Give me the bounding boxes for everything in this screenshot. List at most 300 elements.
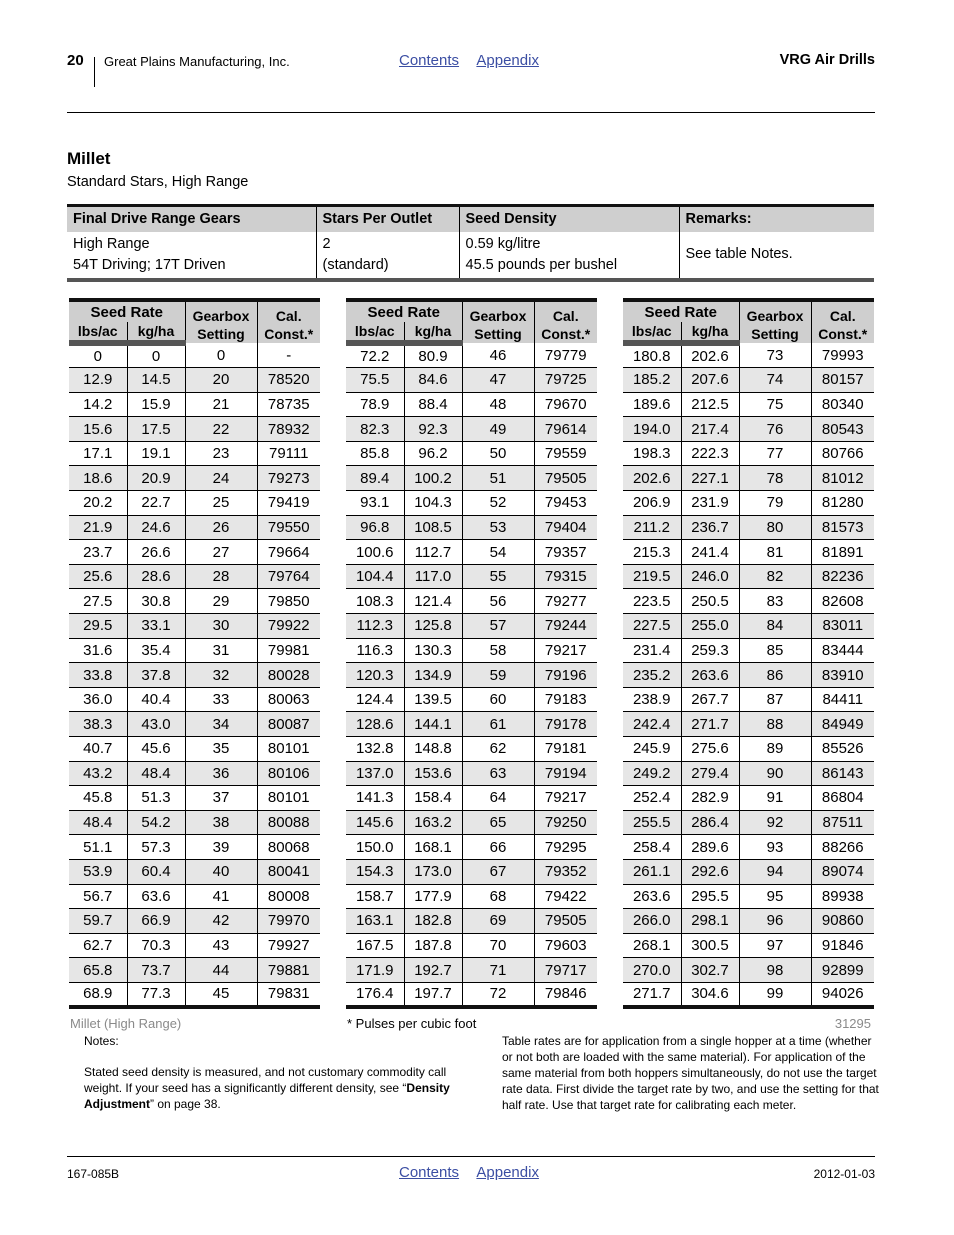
cal-const-cell: 80008 — [257, 884, 320, 909]
footer-appendix-link[interactable]: Appendix — [476, 1164, 539, 1181]
table-row — [623, 368, 874, 393]
cal-const-cell: 79764 — [257, 564, 320, 589]
gearbox-setting-cell: 35 — [185, 737, 257, 762]
kg-ha-cell: 37.8 — [127, 663, 185, 688]
lbs-ac-cell: 238.9 — [623, 687, 681, 712]
gearbox-setting-cell: 97 — [739, 933, 811, 958]
lbs-ac-cell: 227.5 — [623, 614, 681, 639]
cal-const-cell: 84411 — [811, 687, 874, 712]
table-row — [623, 909, 874, 934]
cal-const-cell: 78735 — [257, 392, 320, 417]
gears-teeth: 54T Driving; 17T Driven — [73, 256, 226, 273]
lbs-ac-cell: 96.8 — [346, 515, 404, 540]
table-row — [69, 663, 320, 688]
table-row — [623, 392, 874, 417]
kg-ha-cell: 19.1 — [127, 441, 185, 466]
lbs-ac-cell: 242.4 — [623, 712, 681, 737]
table-row — [346, 368, 597, 393]
kg-ha-cell: 104.3 — [404, 491, 462, 516]
table-row — [69, 786, 320, 811]
gearbox-setting-cell: 51 — [462, 466, 534, 491]
lbs-ac-cell: 108.3 — [346, 589, 404, 614]
gearbox-setting-cell: 30 — [185, 614, 257, 639]
kg-ha-cell: 236.7 — [681, 515, 739, 540]
table-row — [346, 515, 597, 540]
kg-ha-cell: 168.1 — [404, 835, 462, 860]
table-row — [69, 466, 320, 491]
table-row — [623, 687, 874, 712]
table-row — [69, 761, 320, 786]
stars-type: (standard) — [322, 256, 389, 273]
cal-const-cell: 79927 — [257, 933, 320, 958]
kg-ha-cell: 158.4 — [404, 786, 462, 811]
table-row — [69, 737, 320, 762]
lbs-ac-cell: 25.6 — [69, 564, 127, 589]
density-adjustment-ref: Density Adjustment — [84, 1081, 450, 1111]
table-row — [69, 638, 320, 663]
cal-const-cell: 79181 — [534, 737, 597, 762]
cal-const-header: Cal. Const.* — [811, 300, 874, 343]
cal-const-cell: 84949 — [811, 712, 874, 737]
lbs-ac-cell: 53.9 — [69, 859, 127, 884]
cal-const-cell: 79277 — [534, 589, 597, 614]
cal-const-cell: 79453 — [534, 491, 597, 516]
lbs-ac-cell: 185.2 — [623, 368, 681, 393]
cal-const-cell: 79217 — [534, 786, 597, 811]
kg-ha-cell: 63.6 — [127, 884, 185, 909]
table-row — [623, 933, 874, 958]
table-row — [623, 564, 874, 589]
table-row — [346, 786, 597, 811]
kg-ha-cell: 100.2 — [404, 466, 462, 491]
density-imperial: 45.5 pounds per bushel — [465, 256, 618, 273]
table-row — [623, 786, 874, 811]
cal-const-cell: 79970 — [257, 909, 320, 934]
lbs-ac-cell: 65.8 — [69, 958, 127, 983]
lbs-ac-cell: 14.2 — [69, 392, 127, 417]
gearbox-setting-cell: 59 — [462, 663, 534, 688]
figure-id: 31295 — [834, 1016, 871, 1031]
cal-const-cell: 80543 — [811, 417, 874, 442]
cal-const-cell: 79178 — [534, 712, 597, 737]
cal-const-cell: 79419 — [257, 491, 320, 516]
gearbox-setting-cell: 67 — [462, 859, 534, 884]
gearbox-setting-cell: 50 — [462, 441, 534, 466]
kg-ha-cell: 40.4 — [127, 687, 185, 712]
kg-ha-cell: 33.1 — [127, 614, 185, 639]
kg-ha-cell: 17.5 — [127, 417, 185, 442]
lbs-ac-cell: 137.0 — [346, 761, 404, 786]
gearbox-setting-cell: 40 — [185, 859, 257, 884]
table-row — [69, 417, 320, 442]
lbs-ac-cell: 21.9 — [69, 515, 127, 540]
table-row — [69, 441, 320, 466]
cal-const-cell: 91846 — [811, 933, 874, 958]
lbs-ac-cell: 72.2 — [360, 348, 390, 366]
table-row — [623, 638, 874, 663]
kg-ha-cell: 163.2 — [404, 810, 462, 835]
table-row — [346, 761, 597, 786]
kg-ha-cell: 298.1 — [681, 909, 739, 934]
table-row — [623, 663, 874, 688]
cal-const-cell: 79273 — [257, 466, 320, 491]
kg-ha-header: kg/ha — [404, 322, 462, 343]
gearbox-setting-cell: 88 — [739, 712, 811, 737]
gearbox-setting-cell: 92 — [739, 810, 811, 835]
gearbox-setting-cell: 57 — [462, 614, 534, 639]
lbs-ac-cell: 154.3 — [346, 859, 404, 884]
cal-const-cell: 79850 — [257, 589, 320, 614]
table-caption: Millet (High Range) — [70, 1016, 182, 1031]
lbs-ac-cell: 189.6 — [623, 392, 681, 417]
kg-ha-cell: 279.4 — [681, 761, 739, 786]
kg-ha-cell: 259.3 — [681, 638, 739, 663]
gearbox-setting-cell: 87 — [739, 687, 811, 712]
kg-ha-cell: 26.6 — [127, 540, 185, 565]
cal-const-cell: 83444 — [811, 638, 874, 663]
cal-const-cell: 81573 — [811, 515, 874, 540]
lbs-ac-cell: 120.3 — [346, 663, 404, 688]
gearbox-setting-cell: 21 — [185, 392, 257, 417]
cal-const-header: Cal. Const.* — [534, 300, 597, 343]
table-row — [346, 614, 597, 639]
table-row — [346, 712, 597, 737]
gearbox-setting-cell: 93 — [739, 835, 811, 860]
gearbox-setting-cell: 96 — [739, 909, 811, 934]
table-row — [346, 859, 597, 884]
kg-ha-cell: 0 — [127, 343, 185, 368]
table-row — [346, 737, 597, 762]
cal-const-cell: 79559 — [534, 441, 597, 466]
gearbox-setting-cell: 23 — [185, 441, 257, 466]
contents-link[interactable]: Contents — [399, 52, 460, 69]
kg-ha-cell: 207.6 — [681, 368, 739, 393]
lbs-ac-cell: 206.9 — [623, 491, 681, 516]
kg-ha-cell: 24.6 — [127, 515, 185, 540]
gearbox-setting-cell: 28 — [185, 564, 257, 589]
table-row — [623, 810, 874, 835]
table-row — [623, 491, 874, 516]
cal-const-cell: 79725 — [534, 368, 597, 393]
kg-ha-cell: 192.7 — [404, 958, 462, 983]
gearbox-setting-cell: 45 — [185, 982, 257, 1007]
lbs-ac-cell: 198.3 — [623, 441, 681, 466]
lbs-ac-cell: 180.8 — [632, 348, 671, 366]
gearbox-setting-cell: 91 — [739, 786, 811, 811]
gearbox-setting-cell: 44 — [185, 958, 257, 983]
header-seed-density: Seed Density — [459, 206, 679, 232]
cal-const-cell: 81280 — [811, 491, 874, 516]
lbs-ac-cell: 231.4 — [623, 638, 681, 663]
kg-ha-cell: 250.5 — [681, 589, 739, 614]
table-row — [69, 687, 320, 712]
lbs-ac-cell: 82.3 — [346, 417, 404, 442]
lbs-ac-cell: 27.5 — [69, 589, 127, 614]
revision-date: 2012-01-03 — [813, 1167, 875, 1181]
gearbox-setting-cell: 85 — [739, 638, 811, 663]
lbs-ac-cell: 132.8 — [346, 737, 404, 762]
cal-const-cell: 81012 — [811, 466, 874, 491]
cal-const-cell: 90860 — [811, 909, 874, 934]
page-number: 20 — [67, 52, 84, 69]
seed-rate-header: Seed Rate — [623, 300, 739, 322]
density-note-page: ” on page 38. — [150, 1097, 221, 1111]
kg-ha-cell: 182.8 — [404, 909, 462, 934]
table-row — [346, 589, 597, 614]
cal-const-cell: 79505 — [534, 466, 597, 491]
kg-ha-cell: 282.9 — [681, 786, 739, 811]
gearbox-setting-cell: 29 — [185, 589, 257, 614]
lbs-ac-cell: 249.2 — [623, 761, 681, 786]
cal-const-cell: 80041 — [257, 859, 320, 884]
lbs-ac-cell: 56.7 — [69, 884, 127, 909]
gearbox-setting-cell: 46 — [462, 343, 534, 368]
kg-ha-cell: 153.6 — [404, 761, 462, 786]
header-stars-per-outlet: Stars Per Outlet — [316, 206, 459, 232]
gearbox-setting-cell: 69 — [462, 909, 534, 934]
cal-const-cell: 89074 — [811, 859, 874, 884]
table-row — [69, 564, 320, 589]
gearbox-setting-cell: 63 — [462, 761, 534, 786]
drive-info-table — [67, 204, 874, 282]
table-row — [69, 835, 320, 860]
kg-ha-cell: 51.3 — [127, 786, 185, 811]
table-row — [346, 343, 597, 368]
table-row — [69, 909, 320, 934]
gearbox-setting-cell: 24 — [185, 466, 257, 491]
gearbox-setting-cell: 62 — [462, 737, 534, 762]
lbs-ac-cell: 258.4 — [623, 835, 681, 860]
gearbox-setting-cell: 22 — [185, 417, 257, 442]
kg-ha-cell: 246.0 — [681, 564, 739, 589]
table-row — [623, 982, 874, 1007]
kg-ha-cell: 187.8 — [404, 933, 462, 958]
table-row — [623, 589, 874, 614]
cal-const-cell: 79670 — [534, 392, 597, 417]
kg-ha-cell: 20.9 — [127, 466, 185, 491]
gearbox-setting-cell: 53 — [462, 515, 534, 540]
gearbox-setting-cell: 31 — [185, 638, 257, 663]
lbs-ac-cell: 75.5 — [346, 368, 404, 393]
gearbox-setting-cell: 38 — [185, 810, 257, 835]
cal-const-cell: 78520 — [257, 368, 320, 393]
kg-ha-cell: 139.5 — [404, 687, 462, 712]
gearbox-setting-cell: 71 — [462, 958, 534, 983]
gearbox-setting-cell: 78 — [739, 466, 811, 491]
rate-table-3 — [623, 298, 874, 1009]
gearbox-setting-cell: 34 — [185, 712, 257, 737]
gearbox-setting-cell: 66 — [462, 835, 534, 860]
kg-ha-cell: 48.4 — [127, 761, 185, 786]
footnote: * Pulses per cubic foot — [347, 1016, 477, 1031]
seed-rate-header: Seed Rate — [346, 300, 462, 322]
table-row — [623, 859, 874, 884]
lbs-ac-cell: 33.8 — [69, 663, 127, 688]
kg-ha-cell: 286.4 — [681, 810, 739, 835]
kg-ha-cell: 117.0 — [404, 564, 462, 589]
table-row — [623, 712, 874, 737]
table-row — [69, 982, 320, 1007]
table-row — [346, 687, 597, 712]
kg-ha-cell: 302.7 — [681, 958, 739, 983]
gearbox-header: Gearbox Setting — [185, 300, 257, 343]
kg-ha-cell: 66.9 — [127, 909, 185, 934]
table-row — [69, 515, 320, 540]
cal-const-cell: 80101 — [257, 737, 320, 762]
section-subtitle: Standard Stars, High Range — [67, 174, 249, 190]
cal-const-cell: 79295 — [534, 835, 597, 860]
lbs-ac-cell: 261.1 — [623, 859, 681, 884]
cal-const-cell: 79505 — [534, 909, 597, 934]
lbs-ac-cell: 163.1 — [346, 909, 404, 934]
table-row — [623, 417, 874, 442]
kg-ha-cell: 144.1 — [404, 712, 462, 737]
cal-const-cell: 79550 — [257, 515, 320, 540]
lbs-ac-cell: 104.4 — [346, 564, 404, 589]
lbs-ac-cell: 158.7 — [346, 884, 404, 909]
cal-const-cell: 80101 — [257, 786, 320, 811]
table-row — [69, 491, 320, 516]
gearbox-setting-cell: 48 — [462, 392, 534, 417]
cal-const-cell: 79244 — [534, 614, 597, 639]
lbs-ac-cell: 17.1 — [69, 441, 127, 466]
table-row — [346, 392, 597, 417]
kg-ha-cell: 275.6 — [681, 737, 739, 762]
lbs-ac-cell: 223.5 — [623, 589, 681, 614]
gearbox-setting-cell: 20 — [185, 368, 257, 393]
lbs-ac-cell: 0 — [93, 348, 102, 366]
kg-ha-cell: 130.3 — [404, 638, 462, 663]
table-row — [69, 712, 320, 737]
cal-const-cell: 79993 — [811, 343, 874, 368]
lbs-ac-cell: 255.5 — [623, 810, 681, 835]
lbs-ac-cell: 40.7 — [69, 737, 127, 762]
gearbox-setting-cell: 99 — [739, 982, 811, 1007]
kg-ha-cell: 263.6 — [681, 663, 739, 688]
table-row — [623, 466, 874, 491]
lbs-ac-header: lbs/ac — [346, 322, 404, 343]
doc-number: 167-085B — [67, 1167, 120, 1181]
kg-ha-cell: 92.3 — [404, 417, 462, 442]
kg-ha-cell: 108.5 — [404, 515, 462, 540]
cal-const-cell: 86143 — [811, 761, 874, 786]
cal-const-cell: 79614 — [534, 417, 597, 442]
kg-ha-cell: 70.3 — [127, 933, 185, 958]
gearbox-setting-cell: 55 — [462, 564, 534, 589]
lbs-ac-cell: 268.1 — [623, 933, 681, 958]
lbs-ac-cell: 43.2 — [69, 761, 127, 786]
table-row — [623, 737, 874, 762]
kg-ha-cell: 14.5 — [127, 368, 185, 393]
table-row — [69, 368, 320, 393]
lbs-ac-cell: 211.2 — [623, 515, 681, 540]
gearbox-setting-cell: 98 — [739, 958, 811, 983]
gearbox-setting-cell: 73 — [739, 343, 811, 368]
lbs-ac-cell: 93.1 — [346, 491, 404, 516]
gearbox-setting-cell: 39 — [185, 835, 257, 860]
table-row — [623, 540, 874, 565]
lbs-ac-cell: 68.9 — [69, 982, 127, 1007]
lbs-ac-cell: 29.5 — [69, 614, 127, 639]
kg-ha-cell: 202.6 — [681, 343, 739, 368]
kg-ha-cell: 35.4 — [127, 638, 185, 663]
kg-ha-cell: 292.6 — [681, 859, 739, 884]
lbs-ac-cell: 252.4 — [623, 786, 681, 811]
gearbox-setting-cell: 84 — [739, 614, 811, 639]
density-note — [84, 1064, 484, 1112]
lbs-ac-cell: 263.6 — [623, 884, 681, 909]
gears-range: High Range — [73, 235, 150, 252]
gearbox-setting-cell: 54 — [462, 540, 534, 565]
kg-ha-cell: 267.7 — [681, 687, 739, 712]
kg-ha-header: kg/ha — [127, 322, 185, 343]
table-row — [346, 540, 597, 565]
table-row — [69, 392, 320, 417]
lbs-ac-cell: 23.7 — [69, 540, 127, 565]
remarks-cell: See table Notes. — [679, 232, 874, 280]
cal-const-cell: 80028 — [257, 663, 320, 688]
gearbox-setting-cell: 89 — [739, 737, 811, 762]
lbs-ac-cell: 141.3 — [346, 786, 404, 811]
kg-ha-cell: 148.8 — [404, 737, 462, 762]
table-row — [346, 491, 597, 516]
lbs-ac-cell: 245.9 — [623, 737, 681, 762]
appendix-link[interactable]: Appendix — [476, 52, 539, 69]
cal-const-cell: 82236 — [811, 564, 874, 589]
gearbox-setting-cell: 95 — [739, 884, 811, 909]
kg-ha-cell: 80.9 — [404, 343, 462, 368]
cal-const-cell: 89938 — [811, 884, 874, 909]
lbs-ac-cell: 116.3 — [346, 638, 404, 663]
kg-ha-cell: 96.2 — [404, 441, 462, 466]
cal-const-cell: 79217 — [534, 638, 597, 663]
footer-contents-link[interactable]: Contents — [399, 1164, 460, 1181]
lbs-ac-cell: 31.6 — [69, 638, 127, 663]
kg-ha-cell: 43.0 — [127, 712, 185, 737]
gearbox-setting-cell: 82 — [739, 564, 811, 589]
table-row — [623, 958, 874, 983]
table-row — [69, 884, 320, 909]
seed-rate-header: Seed Rate — [69, 300, 185, 322]
cal-const-cell: 79194 — [534, 761, 597, 786]
header-remarks: Remarks: — [679, 206, 874, 232]
gearbox-setting-cell: 32 — [185, 663, 257, 688]
footer-rule — [67, 1156, 875, 1157]
footer-nav — [399, 1164, 553, 1181]
lbs-ac-cell: 202.6 — [623, 466, 681, 491]
lbs-ac-cell: 51.1 — [69, 835, 127, 860]
cal-const-cell: 85526 — [811, 737, 874, 762]
cal-const-cell: 79779 — [534, 343, 597, 368]
header-nav — [399, 52, 553, 69]
gearbox-setting-cell: 60 — [462, 687, 534, 712]
gearbox-setting-cell: 83 — [739, 589, 811, 614]
table-row — [346, 564, 597, 589]
table-row — [69, 589, 320, 614]
kg-ha-cell: 134.9 — [404, 663, 462, 688]
lbs-ac-cell: 150.0 — [346, 835, 404, 860]
table-row — [623, 761, 874, 786]
cal-const-cell: 88266 — [811, 835, 874, 860]
gearbox-setting-cell: 80 — [739, 515, 811, 540]
gearbox-setting-cell: 47 — [462, 368, 534, 393]
cal-const-cell: 79404 — [534, 515, 597, 540]
lbs-ac-cell: 219.5 — [623, 564, 681, 589]
cal-const-cell: 94026 — [811, 982, 874, 1007]
gearbox-setting-cell: 52 — [462, 491, 534, 516]
kg-ha-cell: 15.9 — [127, 392, 185, 417]
lbs-ac-cell: 85.8 — [346, 441, 404, 466]
